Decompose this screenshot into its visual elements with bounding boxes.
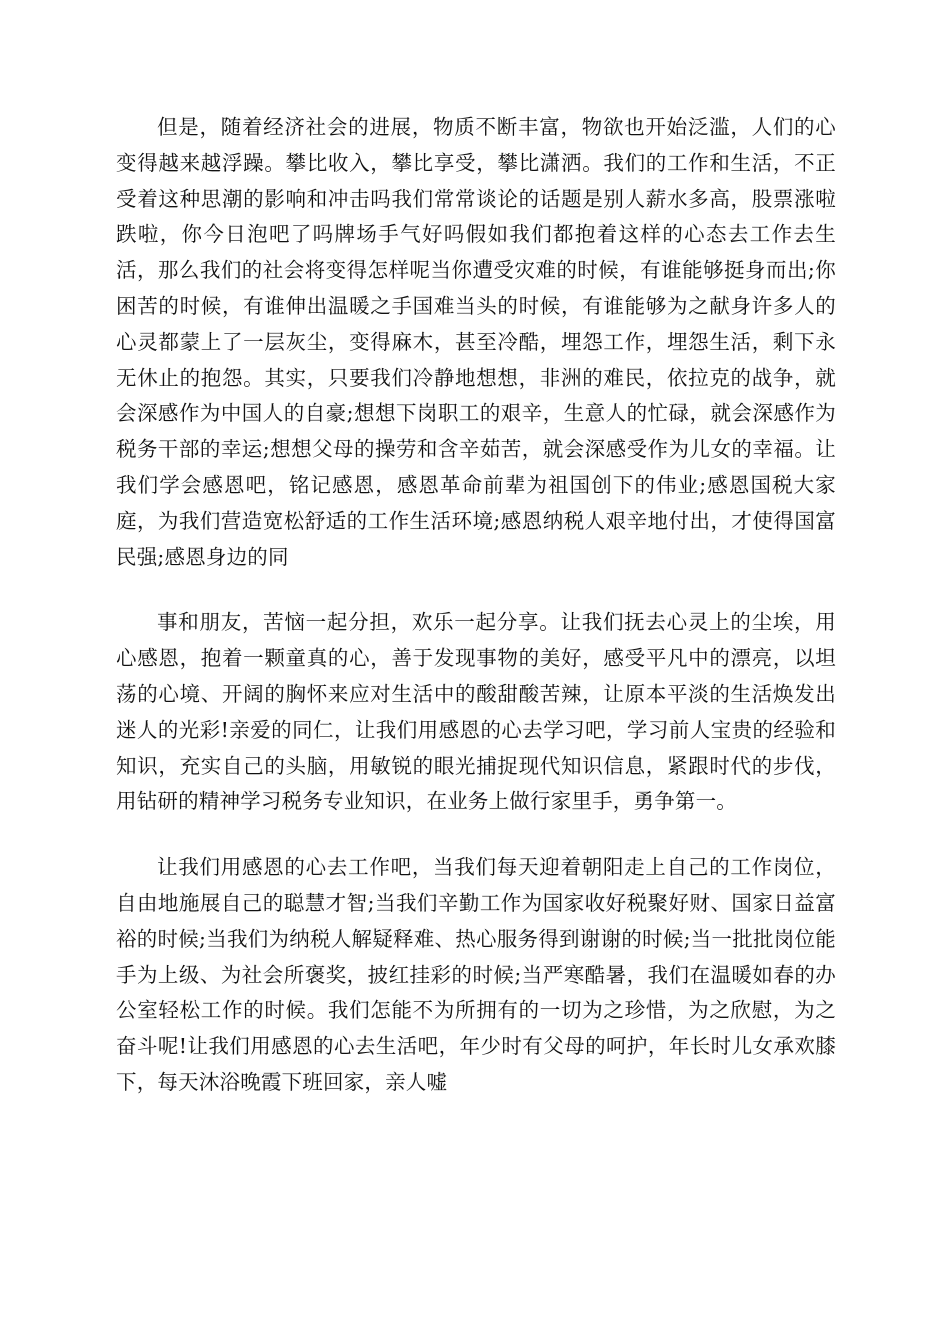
document-body [116, 110, 836, 1131]
paragraph-1: 但是，随着经济社会的进展，物质不断丰富，物欲也开始泛滥，人们的心变得越来越浮躁。攀比收入，攀比享受，攀比潇洒。我们的工作和生活，不正受着这种思潮的影响和冲击吗我们常常谈论的话题是别人薪水多高，股票涨啦跌啦，你今日泡吧了吗牌场手气好吗假如我们都抱着这样的心态去工作去生活，那么我们的社会将变得怎样呢当你遭受灾难的时候，有谁能够挺身而出;你困苦的时候，有谁伸出温暖之手国难当头的时候，有谁能够为之献身许多人的心灵都蒙上了一层灰尘，变得麻木，甚至冷酷，埋怨工作，埋怨生活，剩下永无休止的抱怨。其实，只要我们冷静地想想，非洲的难民，依拉克的战争，就会深感作为中国人的自豪;想想下岗职工的艰辛，生意人的忙碌，就会深感作为税务干部的幸运;想想父母的操劳和含辛茹苦，就会深感受作为儿女的幸福。让我们学会感恩吧，铭记感恩，感恩革命前辈为祖国创下的伟业;感恩国税大家庭，为我们营造宽松舒适的工作生活环境;感恩纳税人艰辛地付出，才使得国富民强;感恩身边的同 [116, 115, 836, 569]
paragraph-3: 让我们用感恩的心去工作吧，当我们每天迎着朝阳走上自己的工作岗位，自由地施展自己的聪慧才智;当我们辛勤工作为国家收好税聚好财、国家日益富裕的时候;当我们为纳税人解疑释难、热心服务得到谢谢的时候;当一批批岗位能手为上级、为社会所褒奖，披红挂彩的时候;当严寒酷暑，我们在温暖如春的办公室轻松工作的时候。我们怎能不为所拥有的一切为之珍惜，为之欣慰，为之奋斗呢!让我们用感恩的心去生活吧，年少时有父母的呵护，年长时儿女承欢膝下，每天沐浴晚霞下班回家，亲人嘘 [116, 855, 836, 1094]
paragraph-2: 事和朋友，苦恼一起分担，欢乐一起分享。让我们抚去心灵上的尘埃，用心感恩，抱着一颗童真的心，善于发现事物的美好，感受平凡中的漂亮，以坦荡的心境、开阔的胸怀来应对生活中的酸甜酸苦辣，让原本平淡的生活焕发出迷人的光彩!亲爱的同仁，让我们用感恩的心去学习吧，学习前人宝贵的经验和知识，充实自己的头脑，用敏锐的眼光捕捉现代知识信息，紧跟时代的步伐，用钻研的精神学习税务专业知识，在业务上做行家里手，勇争第一。 [116, 610, 836, 814]
